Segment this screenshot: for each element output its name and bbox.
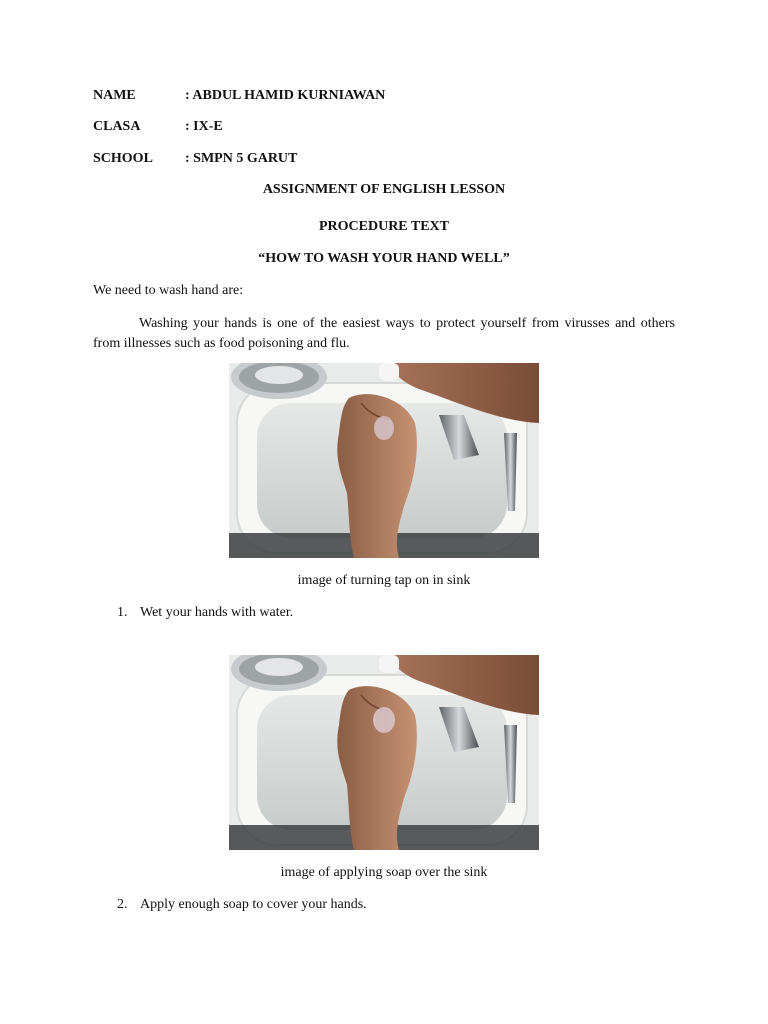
- step-2-number: 2.: [117, 897, 128, 912]
- intro-paragraph: [93, 314, 675, 354]
- procedure-heading: PROCEDURE TEXT: [318, 219, 450, 234]
- class-value: : IX-E: [185, 119, 223, 134]
- assignment-heading: ASSIGNMENT OF ENGLISH LESSON: [262, 182, 506, 197]
- name-value: : ABDUL HAMID KURNIAWAN: [185, 88, 386, 103]
- document-title: “HOW TO WASH YOUR HAND WELL”: [258, 251, 510, 266]
- caption-tap: image of turning tap on in sink: [297, 573, 471, 588]
- intro-text: We need to wash hand are:: [93, 283, 244, 298]
- intro-paragraph-text: Washing your hands is one of the easiest ways to protect yourself from virusses and others from illnesses such as food poisoning and flu.: [93, 316, 675, 351]
- sink-photo-tap: [229, 363, 539, 558]
- school-value: : SMPN 5 GARUT: [185, 151, 298, 166]
- caption-soap: image of applying soap over the sink: [280, 865, 488, 880]
- step-1-text: Wet your hands with water.: [140, 605, 294, 620]
- step-1-number: 1.: [117, 605, 128, 620]
- school-label: SCHOOL: [93, 151, 153, 166]
- sink-photo-soap: [229, 655, 539, 850]
- class-label: CLASA: [93, 119, 141, 134]
- name-label: NAME: [93, 88, 136, 103]
- step-2-text: Apply enough soap to cover your hands.: [140, 897, 367, 912]
